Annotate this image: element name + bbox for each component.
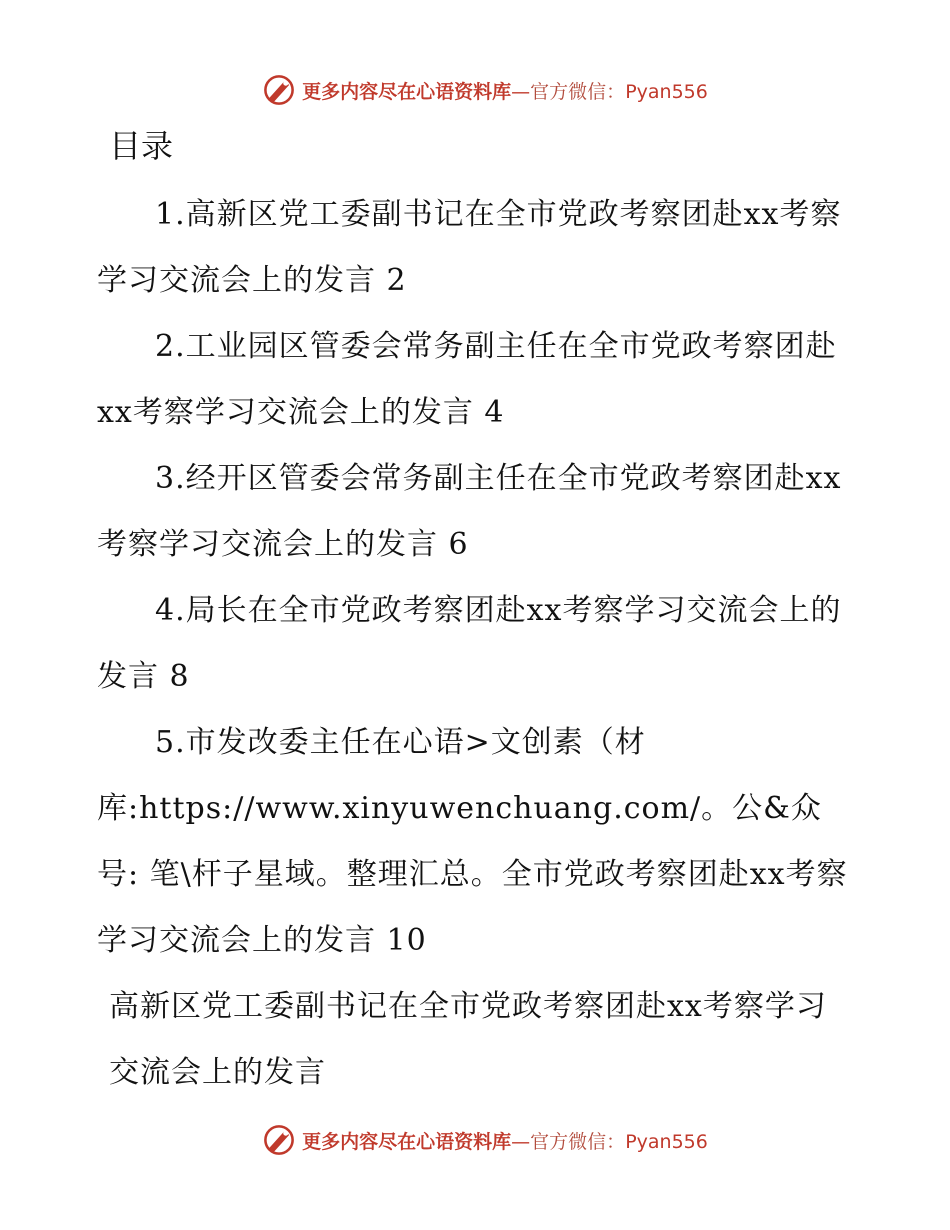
footer-banner xyxy=(0,1120,950,1160)
banner-sub-text: 官方微信： xyxy=(530,80,626,103)
banner-separator: — xyxy=(511,80,531,103)
banner-separator: — xyxy=(511,1130,531,1153)
brand-logo-icon xyxy=(262,1123,296,1157)
toc-item: 2.工业园区管委会常务副主任在全市党政考察团赴xx考察学习交流会上的发言 4 xyxy=(97,329,837,430)
banner-text xyxy=(302,1127,708,1154)
banner-main-text: 更多内容尽在心语资料库 xyxy=(302,80,512,103)
header-banner xyxy=(0,70,950,110)
banner-wechat-id: Pyan556 xyxy=(625,80,708,103)
banner-content xyxy=(262,73,708,107)
document-body xyxy=(97,118,857,1106)
banner-main-text: 更多内容尽在心语资料库 xyxy=(302,1130,512,1153)
banner-text xyxy=(302,77,708,104)
brand-logo-icon xyxy=(262,73,296,107)
toc-item: 4.局长在全市党政考察团赴xx考察学习交流会上的发言 8 xyxy=(97,593,842,694)
toc-item: 5.市发改委主任在心语>文创素（材库:https://www.xinyuwenchuang.com/。公&众号: 笔\杆子星域。整理汇总。全市党政考察团赴xx考察学习交流会上的发言 10 xyxy=(97,725,848,958)
toc-title: 目录 xyxy=(109,127,174,165)
banner-content xyxy=(262,1123,708,1157)
banner-sub-text: 官方微信： xyxy=(530,1130,626,1153)
toc-item: 1.高新区党工委副书记在全市党政考察团赴xx考察学习交流会上的发言 2 xyxy=(97,197,842,298)
banner-wechat-id: Pyan556 xyxy=(625,1130,708,1153)
section-heading: 高新区党工委副书记在全市党政考察团赴xx考察学习交流会上的发言 xyxy=(109,989,827,1090)
toc-item: 3.经开区管委会常务副主任在全市党政考察团赴xx考察学习交流会上的发言 6 xyxy=(97,461,842,562)
